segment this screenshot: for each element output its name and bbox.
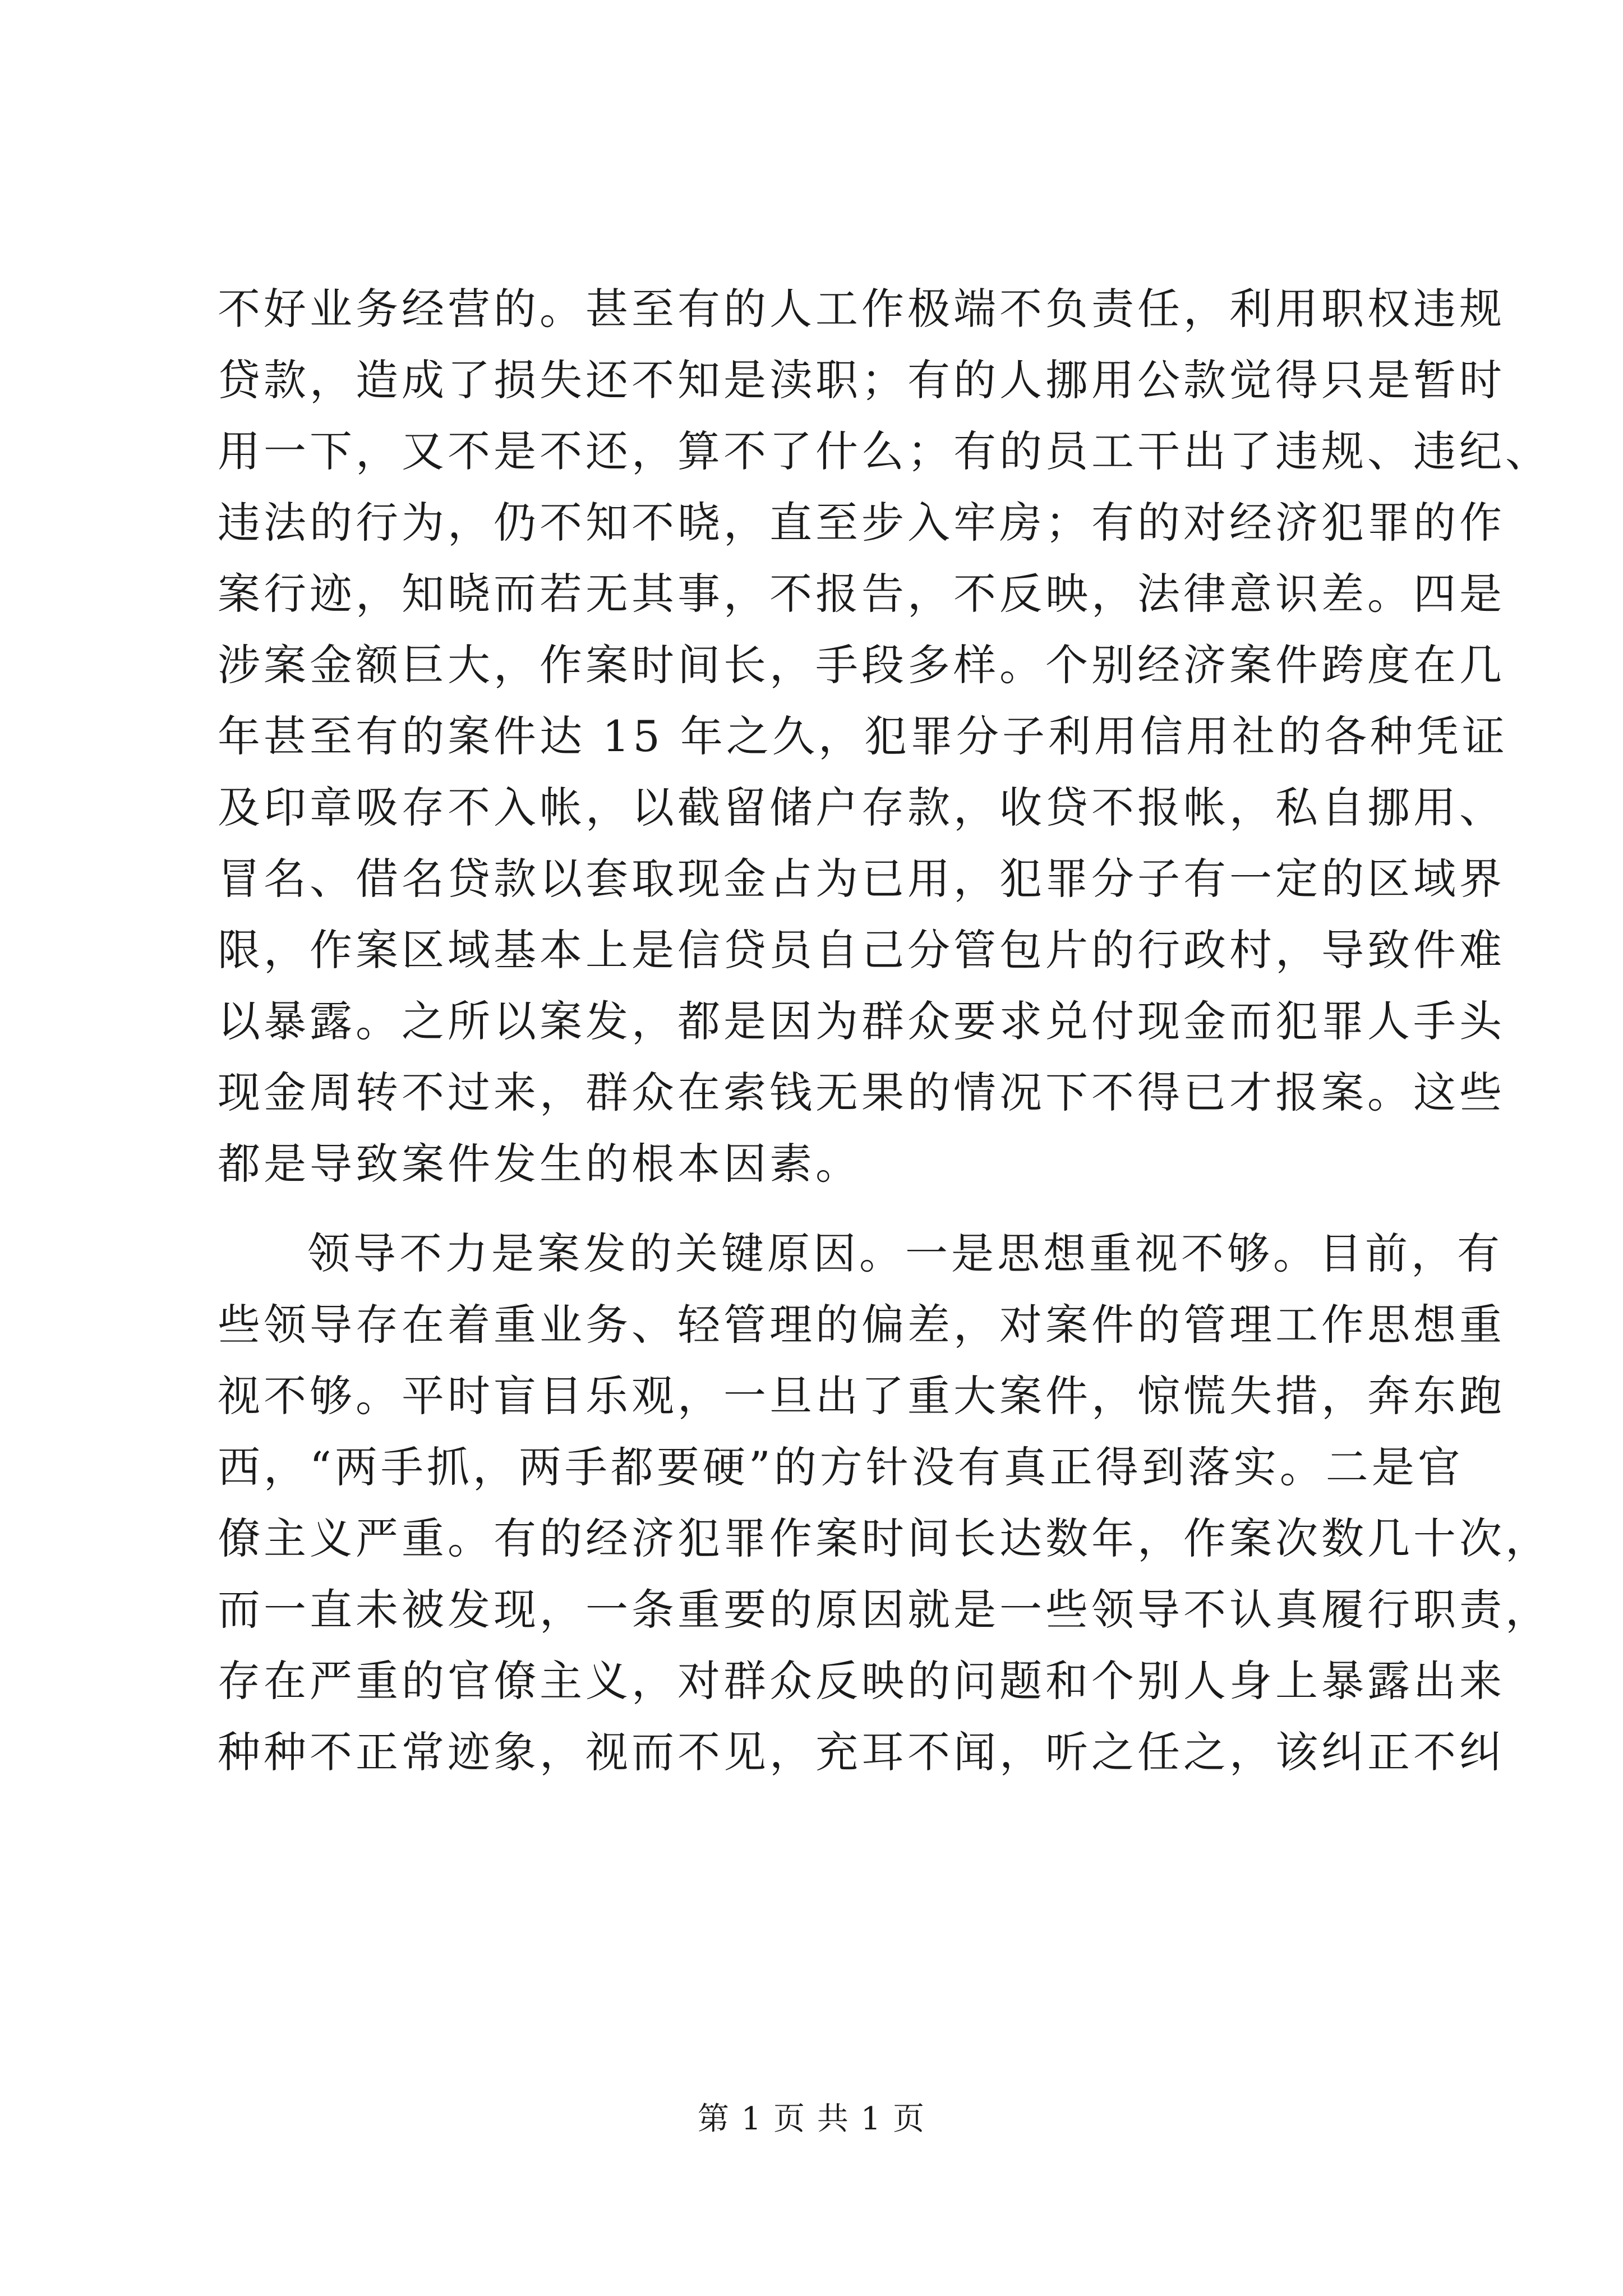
text-line: 些领导存在着重业务、轻管理的偏差，对案件的管理工作思想重 (218, 1300, 1505, 1350)
text-line: 以暴露。之所以案发，都是因为群众要求兑付现金而犯罪人手头 (218, 996, 1505, 1046)
text-line: 案行迹，知晓而若无其事，不报告，不反映，法律意识差。四是 (218, 569, 1505, 619)
text-line: 及印章吸存不入帐，以截留储户存款，收贷不报帐，私自挪用、 (218, 783, 1505, 832)
text-line: 种种不正常迹象，视而不见，充耳不闻，听之任之，该纠正不纠 (218, 1727, 1505, 1777)
text-line: 僚主义严重。有的经济犯罪作案时间长达数年，作案次数几十次， (218, 1513, 1551, 1563)
page-footer: 第 1 页 共 1 页 (697, 2101, 926, 2137)
text-line: 都是导致案件发生的根本因素。 (218, 1139, 861, 1189)
text-line: 存在严重的官僚主义，对群众反映的问题和个别人身上暴露出来 (218, 1656, 1505, 1706)
text-line: 不好业务经营的。甚至有的人工作极端不负责任，利用职权违规 (218, 284, 1505, 334)
text-line: 冒名、借名贷款以套取现金占为已用，犯罪分子有一定的区域界 (218, 854, 1505, 904)
text-line: 用一下，又不是不还，算不了什么；有的员工干出了违规、违纪、 (218, 426, 1551, 476)
text-line: 西，“两手抓，两手都要硬”的方针没有真正得到落实。二是官 (218, 1442, 1464, 1492)
text-line: 视不够。平时盲目乐观，一旦出了重大案件，惊慌失措，奔东跑 (218, 1371, 1505, 1421)
body-text (218, 273, 1551, 1788)
text-line: 年甚至有的案件达 15 年之久，犯罪分子利用信用社的各种凭证 (218, 711, 1509, 761)
text-line: 违法的行为，仍不知不晓，直至步入牢房；有的对经济犯罪的作 (218, 498, 1505, 547)
text-line: 而一直未被发现，一条重要的原因就是一些领导不认真履行职责， (218, 1585, 1551, 1635)
text-line: 贷款，造成了损失还不知是渎职；有的人挪用公款觉得只是暂时 (218, 355, 1505, 405)
text-line: 涉案金额巨大，作案时间长，手段多样。个别经济案件跨度在几 (218, 640, 1505, 690)
text-line: 限，作案区域基本上是信贷员自己分管包片的行政村，导致件难 (218, 925, 1505, 975)
text-line: 现金周转不过来，群众在索钱无果的情况下不得已才报案。这些 (218, 1068, 1505, 1117)
paragraph-first-line: 领导不力是案发的关键原因。一是思想重视不够。目前，有 (307, 1228, 1503, 1278)
